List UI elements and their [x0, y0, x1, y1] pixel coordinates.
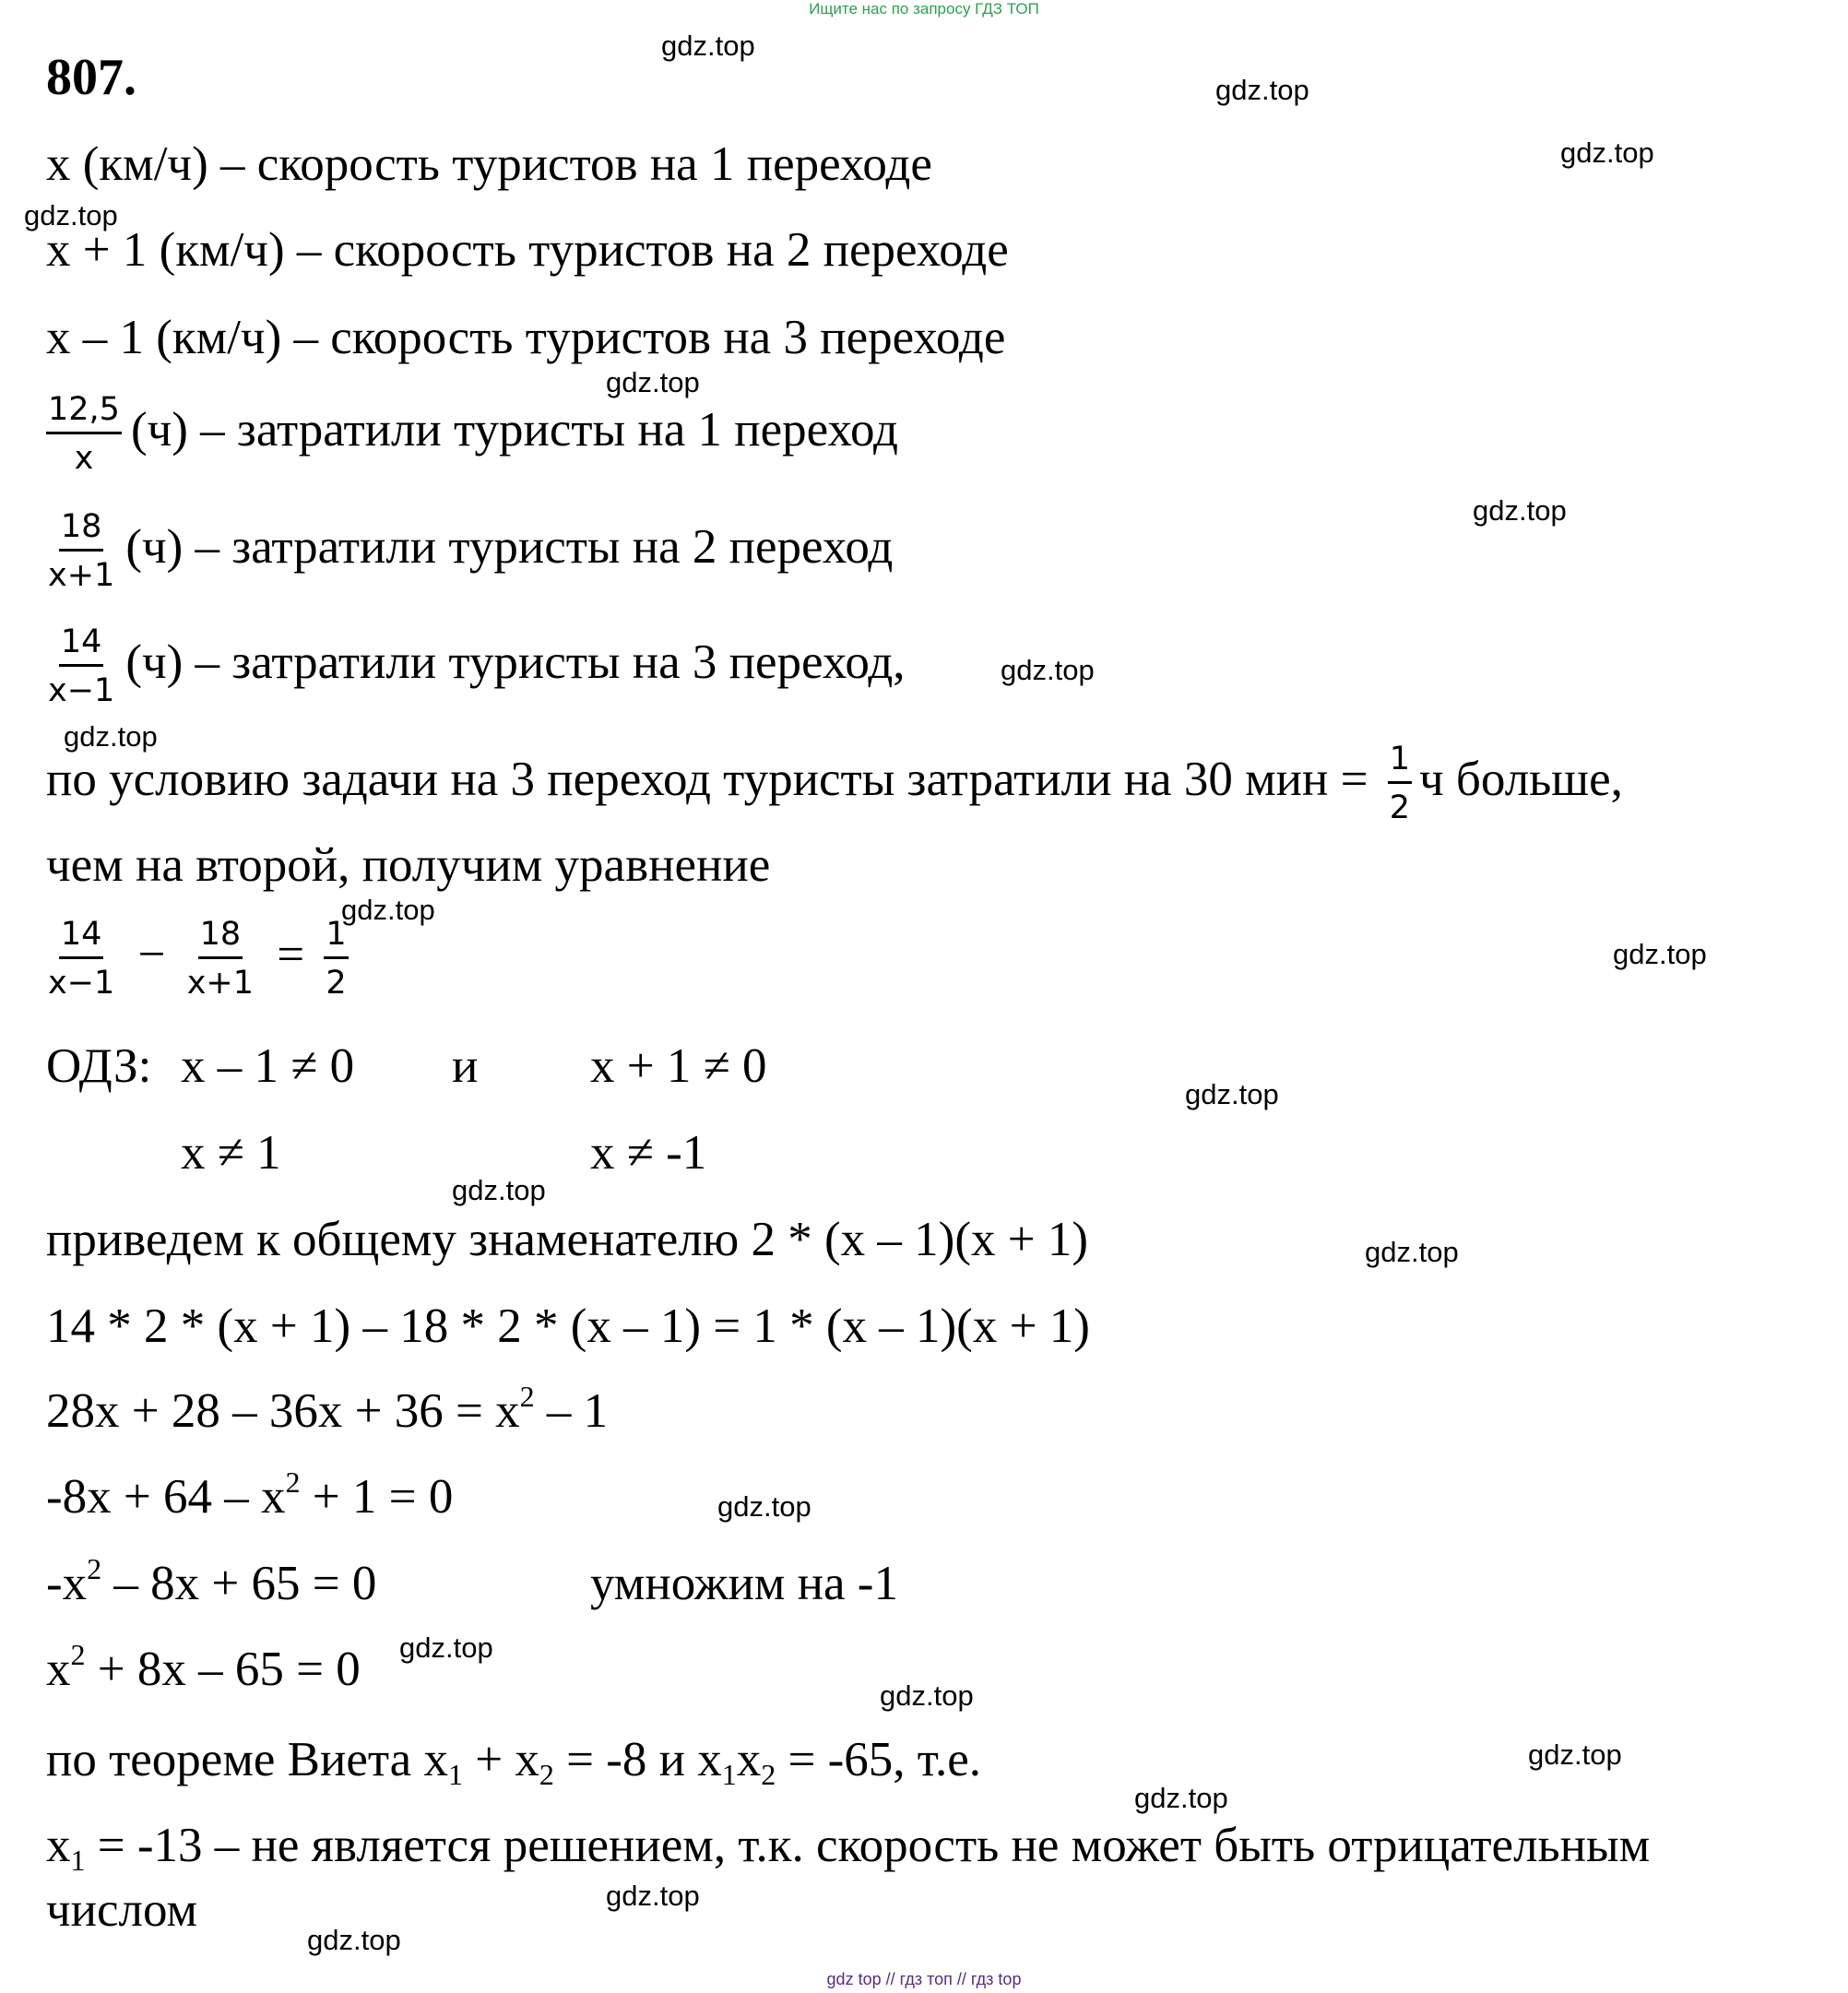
- condition-line-1: [46, 741, 1623, 827]
- watermark: gdz.top: [24, 199, 118, 231]
- watermark: gdz.top: [1560, 136, 1654, 169]
- top-banner: Ищите нас по запросу ГДЗ ТОП: [809, 0, 1039, 18]
- exponent: 2: [519, 1380, 535, 1413]
- fraction-half: [1388, 741, 1412, 827]
- step-quadratic-normalized: [46, 1638, 361, 1696]
- fraction-denominator: 2: [326, 965, 347, 1002]
- fraction-denominator: x−1: [48, 672, 115, 710]
- odz-and: и: [452, 1039, 479, 1093]
- step-multiply: 14 * 2 * (x + 1) – 18 * 2 * (x – 1) = 1 * (x – 1)(x + 1): [46, 1299, 1090, 1353]
- watermark: gdz.top: [399, 1631, 493, 1664]
- watermark: gdz.top: [64, 720, 158, 753]
- odz-condition-2: x + 1 ≠ 0: [590, 1039, 767, 1093]
- speed-line-2: x + 1 (км/ч) – скорость туристов на 2 переходе: [46, 223, 1009, 277]
- step-text: = -8 и x: [553, 1733, 722, 1786]
- main-equation: [46, 916, 358, 1002]
- fraction: [46, 508, 116, 595]
- watermark: gdz.top: [452, 1174, 546, 1206]
- step-text: x: [46, 1819, 71, 1872]
- odz-label: ОДЗ:: [46, 1039, 152, 1093]
- subscript: 1: [447, 1758, 463, 1791]
- exponent: 2: [285, 1465, 301, 1499]
- problem-number: 807.: [46, 49, 136, 106]
- watermark: gdz.top: [1134, 1782, 1228, 1814]
- watermark: gdz.top: [1215, 74, 1309, 106]
- fraction-denominator: x: [74, 440, 94, 478]
- step-text: + 1 = 0: [300, 1470, 454, 1524]
- fraction-numerator: 14: [59, 916, 104, 959]
- fraction: [46, 623, 116, 710]
- fraction: [46, 391, 122, 478]
- step-quadratic: [46, 1552, 377, 1610]
- fraction: [46, 916, 116, 1002]
- watermark: gdz.top: [717, 1490, 811, 1523]
- watermark: gdz.top: [1528, 1738, 1622, 1771]
- fraction-numerator: 12,5: [46, 391, 122, 434]
- watermark: gdz.top: [307, 1924, 401, 1956]
- fraction-denominator: x+1: [186, 965, 255, 1002]
- step-text: + x: [462, 1733, 539, 1786]
- step-text: – 8x + 65 = 0: [101, 1557, 377, 1610]
- watermark: gdz.top: [341, 894, 435, 926]
- watermark: gdz.top: [1613, 938, 1707, 970]
- watermark: gdz.top: [1001, 654, 1095, 686]
- exponent: 2: [87, 1552, 102, 1585]
- step-root-rejected: [46, 1819, 1651, 1877]
- odz-result-2: x ≠ -1: [590, 1126, 707, 1180]
- fraction-numerator: 18: [59, 508, 104, 552]
- equals-sign: =: [277, 927, 305, 981]
- step-text: – 1: [534, 1384, 609, 1438]
- watermark: gdz.top: [606, 366, 700, 398]
- subscript: 1: [721, 1758, 737, 1791]
- subscript: 2: [539, 1758, 554, 1791]
- watermark: gdz.top: [1185, 1078, 1279, 1110]
- fraction: [185, 916, 255, 1002]
- minus-sign: −: [137, 927, 166, 981]
- fraction-denominator: 2: [1389, 789, 1411, 827]
- step-text: x: [46, 1643, 71, 1696]
- step-text: по теореме Виета x: [46, 1733, 448, 1786]
- condition-text: по условию задачи на 3 переход туристы затратили на 30 мин =: [46, 752, 1368, 806]
- step-text: = -65, т.е.: [776, 1733, 982, 1786]
- watermark: gdz.top: [1473, 494, 1567, 527]
- watermark: gdz.top: [606, 1880, 700, 1912]
- time-text: (ч) – затратили туристы на 1 переход: [130, 402, 898, 457]
- watermark: gdz.top: [661, 30, 755, 62]
- watermark: gdz.top: [1365, 1236, 1459, 1268]
- fraction-denominator: x−1: [48, 965, 115, 1002]
- speed-line-3: x – 1 (км/ч) – скорость туристов на 3 переходе: [46, 311, 1006, 364]
- step-expand: [46, 1380, 609, 1438]
- step-text: 28x + 28 – 36x + 36 = x: [46, 1384, 520, 1438]
- fraction-denominator: x+1: [48, 557, 115, 595]
- step-vieta: [46, 1733, 982, 1791]
- step-common-denominator: приведем к общему знаменателю 2 * (x – 1)(x + 1): [46, 1213, 1089, 1266]
- step-note: умножим на -1: [590, 1557, 898, 1610]
- step-text: -x: [46, 1557, 88, 1610]
- step-text: + 8x – 65 = 0: [85, 1643, 361, 1696]
- step-text: = -13 – не является решением, т.к. скорость не может быть отрицательным: [85, 1819, 1651, 1872]
- exponent: 2: [70, 1638, 86, 1671]
- condition-line-2: чем на второй, получим уравнение: [46, 838, 771, 892]
- fraction-numerator: 1: [1388, 741, 1412, 784]
- subscript: 2: [761, 1758, 776, 1791]
- time-line-3: [46, 623, 906, 710]
- fraction-numerator: 14: [59, 623, 104, 667]
- fraction-numerator: 1: [324, 916, 348, 959]
- fraction-numerator: 18: [198, 916, 243, 959]
- subscript: 1: [70, 1844, 86, 1877]
- step-root-rejected-cont: числом: [46, 1883, 198, 1937]
- condition-text-end: ч больше,: [1419, 752, 1623, 806]
- step-collect: [46, 1465, 454, 1524]
- step-text: -8x + 64 – x: [46, 1470, 286, 1524]
- time-line-1: [46, 391, 898, 478]
- footer: gdz top // гдз топ // гдз top: [826, 1970, 1022, 1988]
- time-line-2: [46, 508, 893, 595]
- time-text: (ч) – затратили туристы на 3 переход,: [125, 635, 906, 689]
- speed-line-1: x (км/ч) – скорость туристов на 1 переходе: [46, 137, 932, 191]
- fraction: [324, 916, 348, 1002]
- step-text: x: [736, 1733, 762, 1786]
- time-text: (ч) – затратили туристы на 2 переход: [125, 519, 894, 574]
- watermark: gdz.top: [880, 1679, 974, 1712]
- odz-result-1: x ≠ 1: [181, 1126, 281, 1180]
- odz-condition-1: x – 1 ≠ 0: [181, 1039, 355, 1093]
